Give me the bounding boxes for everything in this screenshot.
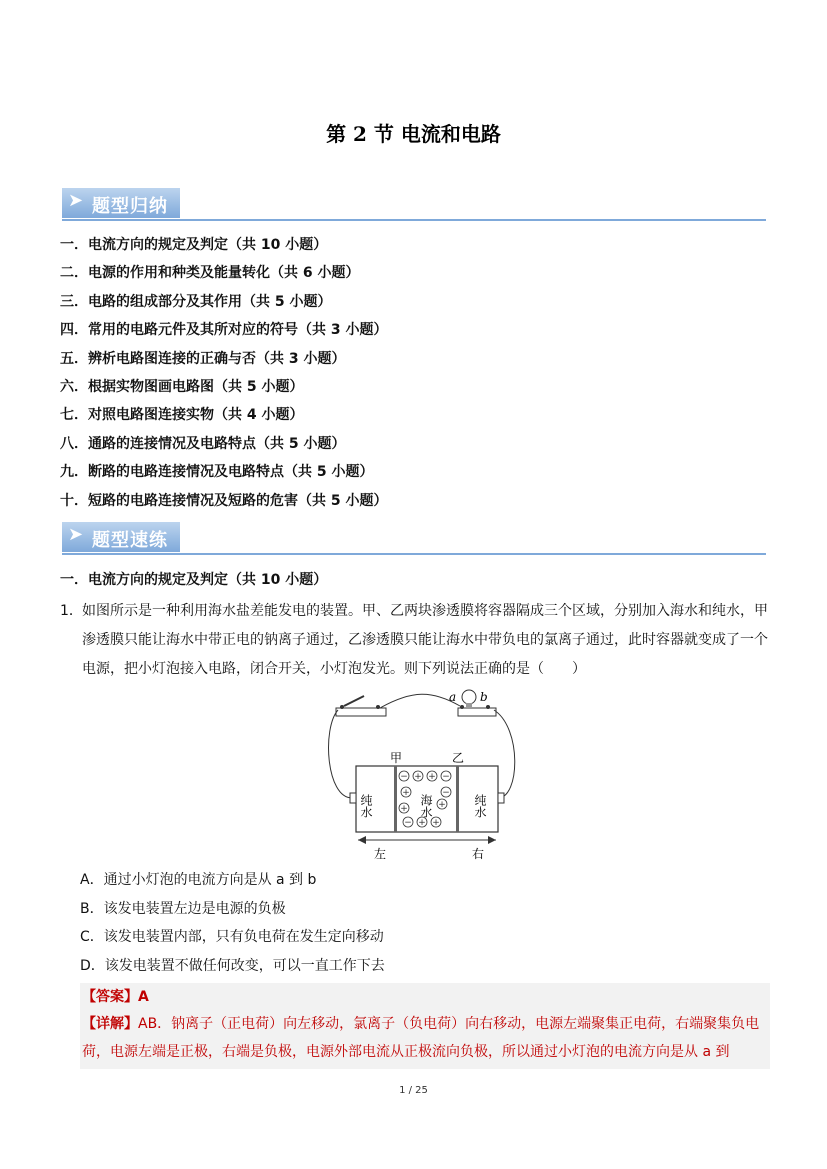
svg-text:+: +	[428, 772, 436, 782]
svg-text:+: +	[418, 818, 426, 828]
question-number: 1．	[60, 603, 83, 619]
label-left: 左	[374, 847, 387, 861]
option-a[interactable]: A．通过小灯泡的电流方向是从 a 到 b	[80, 872, 317, 888]
option-b[interactable]: B．该发电装置左边是电源的负极	[80, 900, 286, 917]
svg-text:−: −	[404, 818, 412, 828]
topic-item: 五．辨析电路图连接的正确与否（共 3 小题）	[60, 350, 346, 367]
label-a: a	[449, 690, 457, 704]
label-yi: 乙	[452, 751, 465, 765]
circuit-figure	[322, 688, 522, 868]
question-1	[60, 597, 772, 684]
chevron-right-icon: ➤	[68, 524, 84, 545]
topic-item: 二．电源的作用和种类及能量转化（共 6 小题）	[60, 265, 360, 282]
svg-text:+: +	[400, 804, 408, 814]
banner-bar	[62, 522, 180, 552]
banner-rule	[62, 219, 766, 221]
banner-label: 题型归纳	[92, 196, 168, 217]
svg-text:−: −	[442, 788, 450, 798]
page-number: 1 / 25	[399, 1085, 428, 1096]
banner-label: 题型速练	[92, 530, 168, 551]
option-list	[80, 870, 385, 984]
detail-text: AB．钠离子（正电荷）向左移动，氯离子（负电荷）向右移动，电源左端聚集正电荷，右端聚集负电荷，电源左端是正极，右端是负极，电源外部电流从正极流向负极，所以通过小灯泡的电流方向是从 a 到	[82, 1016, 760, 1060]
answer-box	[80, 983, 770, 1069]
svg-text:+: +	[432, 818, 440, 828]
svg-text:+: +	[414, 772, 422, 782]
label-jia: 甲	[390, 751, 403, 765]
region-left: 纯水	[359, 794, 373, 818]
switch-icon	[336, 696, 386, 716]
topic-item: 十．短路的电路连接情况及短路的危害（共 5 小题）	[60, 492, 388, 509]
answer-detail	[82, 1010, 770, 1066]
detail-label: 【详解】	[82, 1016, 138, 1032]
membrane-yi	[456, 766, 459, 832]
page-title: 第 2 节 电流和电路	[326, 122, 501, 146]
svg-text:+: +	[438, 800, 446, 810]
question-text: 如图所示是一种利用海水盐差能发电的装置。甲、乙两块渗透膜将容器隔成三个区域，分别加入海水和纯水，甲渗透膜只能让海水中带正电的钠离子通过，乙渗透膜只能让海水中带负电的氯离子通过，此时容器就变成了一个电源，把小灯泡接入电路，闭合开关，小灯泡发光。则下列说法正确的是（ ）	[82, 603, 768, 677]
option-c[interactable]: C．该发电装置内部，只有负电荷在发生定向移动	[80, 929, 384, 945]
section-banner-practice	[62, 522, 766, 556]
topic-item: 七．对照电路图连接实物（共 4 小题）	[60, 407, 304, 424]
region-right: 纯水	[473, 794, 487, 818]
section-heading: 一．电流方向的规定及判定（共 10 小题）	[60, 572, 328, 588]
topic-item: 三．电路的组成部分及其作用（共 5 小题）	[60, 293, 332, 310]
membrane-jia	[394, 766, 397, 832]
region-middle: 海水	[419, 794, 433, 818]
label-b: b	[480, 690, 488, 704]
topic-list	[60, 235, 388, 519]
banner-bar	[62, 188, 180, 218]
chevron-right-icon: ➤	[68, 190, 84, 211]
topic-item: 一．电流方向的规定及判定（共 10 小题）	[60, 237, 328, 253]
banner-rule	[62, 553, 766, 555]
answer-label: 【答案】A	[82, 989, 149, 1005]
option-d[interactable]: D．该发电装置不做任何改变，可以一直工作下去	[80, 957, 385, 974]
svg-text:−: −	[400, 772, 408, 782]
topic-item: 九．断路的电路连接情况及电路特点（共 5 小题）	[60, 464, 374, 481]
topic-item: 四．常用的电路元件及其所对应的符号（共 3 小题）	[60, 322, 388, 339]
section-banner-summary	[62, 188, 766, 222]
circuit-diagram	[322, 688, 522, 868]
topic-item: 八．通路的连接情况及电路特点（共 5 小题）	[60, 435, 346, 452]
svg-text:−: −	[442, 772, 450, 782]
bulb-icon	[458, 690, 496, 716]
svg-text:+: +	[402, 788, 410, 798]
label-right: 右	[472, 847, 485, 861]
topic-item: 六．根据实物图画电路图（共 5 小题）	[60, 378, 304, 395]
